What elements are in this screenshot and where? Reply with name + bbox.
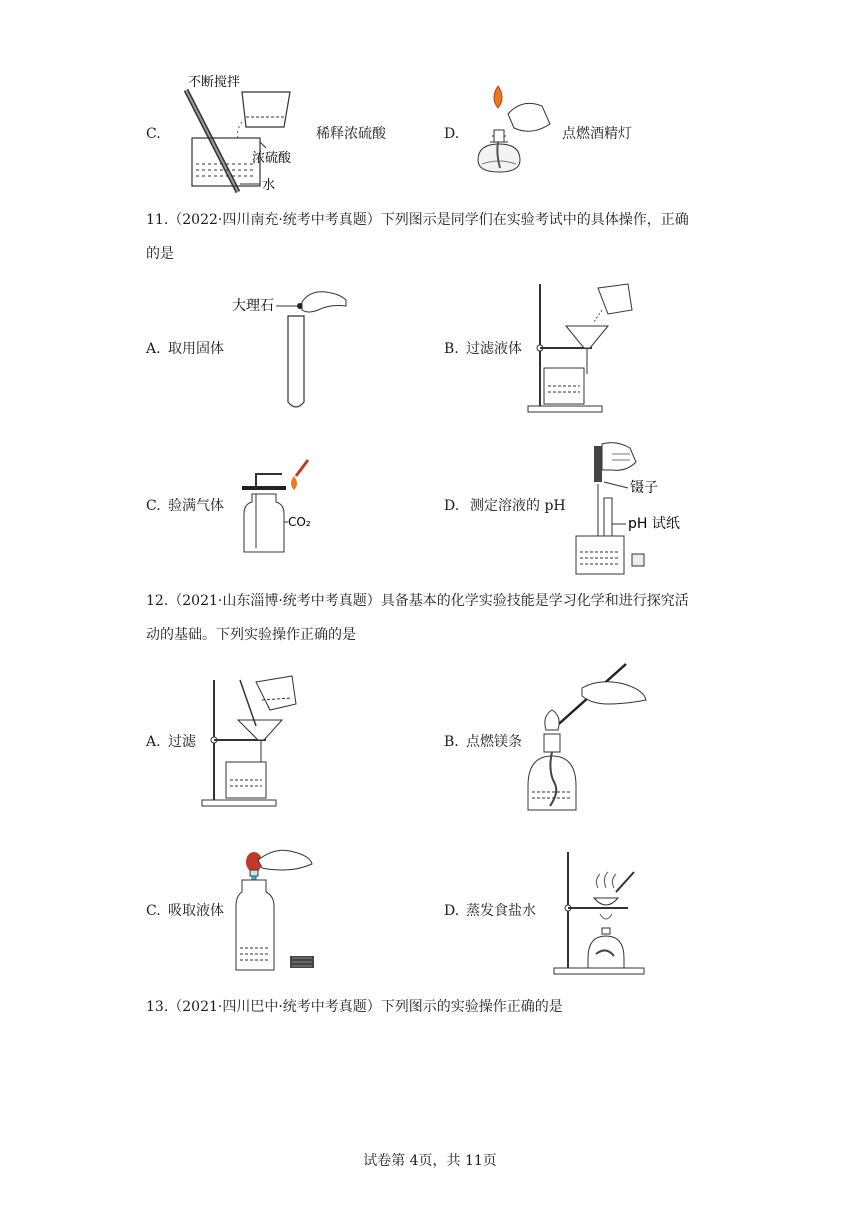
option-letter-c: C. <box>146 903 161 919</box>
filter-liquid-figure <box>528 282 638 414</box>
option-letter-b: B. <box>444 341 459 357</box>
option-caption: 点燃镁条 <box>466 734 522 750</box>
svg-text:CO₂: CO₂ <box>288 515 311 529</box>
option-caption: 稀释浓硫酸 <box>316 126 386 142</box>
option-caption: 过滤液体 <box>466 341 522 357</box>
question-12-stem-line1: 12.（2021·山东淄博·统考中考真题）具备基本的化学实验技能是学习化学和进行探究活 <box>146 593 689 609</box>
test-gas-full-figure <box>238 456 328 556</box>
option-caption: 测定溶液的 pH <box>470 498 566 514</box>
option-letter-a: A. <box>146 341 161 357</box>
ph-measure-figure <box>568 440 698 578</box>
option-caption: 过滤 <box>168 734 196 750</box>
question-12-stem <box>146 584 726 652</box>
option-letter-a: A. <box>146 734 161 750</box>
question-11-stem-line2: 的是 <box>146 246 174 262</box>
svg-text:不断搅拌: 不断搅拌 <box>188 75 241 90</box>
draw-liquid-figure <box>232 840 332 976</box>
option-letter-d: D. <box>444 498 460 514</box>
svg-text:大理石: 大理石 <box>232 298 274 314</box>
option-caption: 点燃酒精灯 <box>562 126 632 142</box>
page-footer: 试卷第 4页，共 11页 <box>363 1153 497 1169</box>
option-letter-d: D. <box>444 126 460 142</box>
option-letter-c: C. <box>146 498 161 514</box>
option-caption: 取用固体 <box>168 341 224 357</box>
dilute-sulfuric-acid-figure <box>180 72 305 194</box>
option-letter-d: D. <box>444 903 460 919</box>
question-13-stem: 13.（2021·四川巴中·统考中考真题）下列图示的实验操作正确的是 <box>146 999 563 1015</box>
light-alcohol-lamp-figure <box>468 84 558 184</box>
question-11-stem-line1: 11.（2022·四川南充·统考中考真题）下列图示是同学们在实验考试中的具体操作，正确 <box>146 212 689 228</box>
take-solid-figure <box>230 282 350 412</box>
option-letter-b: B. <box>444 734 459 750</box>
svg-text:镊子: 镊子 <box>630 480 658 496</box>
question-12-stem-line2: 动的基础。下列实验操作正确的是 <box>146 627 356 643</box>
filtration-figure <box>200 676 310 808</box>
question-11-stem <box>146 203 726 271</box>
ignite-magnesium-figure <box>520 660 650 820</box>
svg-text:浓硫酸: 浓硫酸 <box>252 151 292 166</box>
option-caption: 蒸发食盐水 <box>466 903 536 919</box>
option-letter-c: C. <box>146 126 161 142</box>
svg-text:pH 试纸: pH 试纸 <box>628 516 680 532</box>
option-caption: 验满气体 <box>168 498 224 514</box>
option-caption: 吸取液体 <box>168 903 224 919</box>
svg-text:水: 水 <box>262 178 276 193</box>
evaporate-saltwater-figure <box>548 848 648 976</box>
